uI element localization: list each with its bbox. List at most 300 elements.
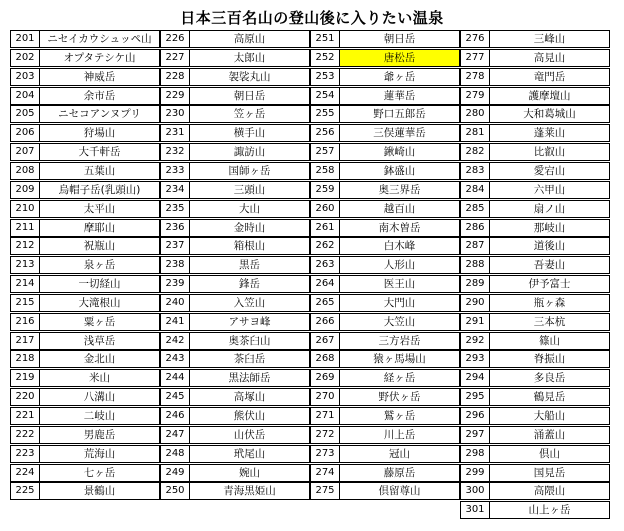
mountain-number: 219 — [11, 370, 40, 386]
table-row — [460, 388, 610, 406]
mountain-name: 粟ヶ岳 — [83, 315, 116, 328]
mountain-number: 262 — [311, 238, 340, 254]
mountain-number: 207 — [11, 144, 40, 160]
mountain-number: 263 — [311, 257, 340, 273]
table-row — [460, 482, 610, 500]
table-row — [160, 219, 310, 237]
table-row — [460, 464, 610, 482]
mountain-name: 野口五郎岳 — [373, 108, 426, 121]
table-row — [310, 200, 460, 218]
table-row — [10, 49, 160, 67]
table-row — [10, 68, 160, 86]
mountain-number: 288 — [461, 257, 490, 273]
mountain-name: アサヨ峰 — [228, 315, 271, 328]
mountain-name: 大門山 — [383, 296, 416, 309]
mountain-number: 206 — [11, 125, 40, 141]
table-row — [310, 350, 460, 368]
mountain-number: 247 — [161, 427, 190, 443]
mountain-number: 232 — [161, 144, 190, 160]
mountain-number: 244 — [161, 370, 190, 386]
table-row — [460, 143, 610, 161]
mountain-name: 山上ヶ岳 — [528, 504, 571, 517]
mountain-name: 冠山 — [389, 447, 410, 460]
mountain-number: 274 — [311, 465, 340, 481]
mountain-name: 朝日岳 — [233, 89, 266, 102]
mountain-number: 283 — [461, 163, 490, 179]
mountain-name: 婉山 — [239, 466, 260, 479]
mountain-name: 七ヶ岳 — [83, 466, 116, 479]
mountain-number: 218 — [11, 351, 40, 367]
mountain-name: 三頭山 — [233, 183, 266, 196]
table-row — [310, 181, 460, 199]
mountain-number: 298 — [461, 446, 490, 462]
table-row — [160, 294, 310, 312]
mountain-number: 212 — [11, 238, 40, 254]
table-row — [10, 464, 160, 482]
mountain-name: 青海黒姫山 — [223, 485, 276, 498]
mountain-number: 213 — [11, 257, 40, 273]
mountain-name: 脊振山 — [533, 353, 566, 366]
mountain-name: 朝日岳 — [383, 33, 416, 45]
table-row — [460, 294, 610, 312]
table-row — [310, 68, 460, 86]
mountain-name: 護摩壇山 — [528, 89, 571, 102]
mountain-name: 蓬莱山 — [533, 127, 566, 140]
mountain-number: 269 — [311, 370, 340, 386]
mountain-name: 竜門岳 — [533, 70, 566, 83]
table-row — [460, 445, 610, 463]
mountain-name: 涌蓋山 — [533, 428, 566, 441]
table-row — [160, 426, 310, 444]
table-row — [460, 313, 610, 331]
table-row — [310, 256, 460, 274]
mountain-number: 286 — [461, 220, 490, 236]
table-row — [460, 30, 610, 48]
mountain-name: 蓮華岳 — [383, 89, 416, 102]
mountain-number: 250 — [161, 483, 190, 499]
mountain-name: 篠山 — [539, 334, 560, 347]
mountain-number: 245 — [161, 389, 190, 405]
mountain-number: 220 — [11, 389, 40, 405]
mountain-number: 290 — [461, 295, 490, 311]
table-row — [460, 49, 610, 67]
mountain-number: 222 — [11, 427, 40, 443]
table-row — [310, 407, 460, 425]
mountain-number: 259 — [311, 182, 340, 198]
mountain-number: 256 — [311, 125, 340, 141]
mountain-number: 264 — [311, 276, 340, 292]
mountain-name: 大千軒岳 — [78, 146, 121, 159]
table-row — [10, 181, 160, 199]
mountain-name: 山伏岳 — [233, 428, 266, 441]
table-row — [460, 237, 610, 255]
mountain-number: 280 — [461, 106, 490, 122]
mountain-name: 金北山 — [83, 353, 116, 366]
mountain-number: 265 — [311, 295, 340, 311]
table-row — [310, 426, 460, 444]
mountain-number: 214 — [11, 276, 40, 292]
mountain-number: 253 — [311, 69, 340, 85]
mountain-number: 270 — [311, 389, 340, 405]
mountain-name: 荒海山 — [83, 447, 116, 460]
mountain-name: 入笠山 — [233, 296, 266, 309]
mountain-name: 那岐山 — [533, 221, 566, 234]
mountain-name: 太平山 — [83, 202, 116, 215]
table-row — [160, 482, 310, 500]
mountain-number: 258 — [311, 163, 340, 179]
mountain-name: 多良岳 — [533, 372, 566, 385]
mountain-name: 大山 — [239, 202, 260, 215]
table-row — [310, 30, 460, 48]
mountain-number: 240 — [161, 295, 190, 311]
mountain-number: 242 — [161, 333, 190, 349]
mountain-number: 227 — [161, 50, 190, 66]
mountain-number: 239 — [161, 276, 190, 292]
mountain-number: 228 — [161, 69, 190, 85]
mountain-number: 287 — [461, 238, 490, 254]
table-row — [160, 105, 310, 123]
table-row — [160, 464, 310, 482]
mountain-name: 浅草岳 — [83, 334, 116, 347]
table-row — [10, 200, 160, 218]
mountain-name: 鋒岳 — [239, 278, 260, 291]
mountain-name: 高塚山 — [233, 391, 266, 404]
mountain-number: 237 — [161, 238, 190, 254]
mountain-name: 六甲山 — [533, 183, 566, 196]
table-row — [10, 426, 160, 444]
table-row — [460, 407, 610, 425]
mountain-name: 野伏ヶ岳 — [378, 391, 421, 404]
mountain-number: 241 — [161, 314, 190, 330]
mountain-name: ニセイカウシュッペ山 — [47, 33, 152, 45]
mountain-number: 277 — [461, 50, 490, 66]
mountain-name: 道後山 — [533, 240, 566, 253]
table-row — [460, 256, 610, 274]
mountain-name: 三方岩岳 — [378, 334, 421, 347]
table-row — [310, 275, 460, 293]
mountain-number: 209 — [11, 182, 40, 198]
table-row — [460, 350, 610, 368]
mountain-name: 八溝山 — [83, 391, 116, 404]
mountain-name: 倶留尊山 — [378, 485, 421, 498]
table-row — [310, 464, 460, 482]
mountain-table — [10, 30, 611, 520]
mountain-number: 205 — [11, 106, 40, 122]
table-row — [10, 105, 160, 123]
table-row — [310, 124, 460, 142]
mountain-number: 252 — [311, 50, 340, 66]
mountain-number: 208 — [11, 163, 40, 179]
table-row — [10, 275, 160, 293]
mountain-number: 204 — [11, 88, 40, 104]
table-row — [310, 143, 460, 161]
mountain-number: 203 — [11, 69, 40, 85]
mountain-number: 231 — [161, 125, 190, 141]
mountain-name: 太郎山 — [233, 51, 266, 64]
mountain-number: 202 — [11, 50, 40, 66]
table-row — [460, 219, 610, 237]
mountain-number: 251 — [311, 31, 340, 47]
mountain-number: 299 — [461, 465, 490, 481]
table-row — [460, 162, 610, 180]
table-row — [10, 482, 160, 500]
table-row — [310, 87, 460, 105]
mountain-number: 276 — [461, 31, 490, 47]
table-row — [160, 350, 310, 368]
table-row — [460, 181, 610, 199]
table-row — [160, 369, 310, 387]
table-row — [460, 124, 610, 142]
mountain-name: 大笠山 — [383, 315, 416, 328]
mountain-name: 黒岳 — [239, 259, 260, 272]
table-row — [460, 501, 610, 519]
mountain-number: 246 — [161, 408, 190, 424]
table-row — [310, 237, 460, 255]
mountain-name: 大和葛城山 — [523, 108, 576, 121]
table-row — [160, 332, 310, 350]
mountain-name: 摩耶山 — [83, 221, 116, 234]
mountain-number: 272 — [311, 427, 340, 443]
mountain-name: 熊伏山 — [233, 410, 266, 422]
table-row — [160, 388, 310, 406]
table-row — [10, 30, 160, 48]
mountain-name: 越百山 — [383, 202, 416, 215]
mountain-name: 三峰山 — [533, 33, 566, 45]
table-row — [460, 87, 610, 105]
mountain-number: 215 — [11, 295, 40, 311]
mountain-name: 吾妻山 — [533, 259, 566, 272]
mountain-name: 二岐山 — [83, 410, 116, 422]
mountain-number: 281 — [461, 125, 490, 141]
table-row — [160, 313, 310, 331]
table-row — [10, 332, 160, 350]
table-row — [310, 445, 460, 463]
mountain-number: 243 — [161, 351, 190, 367]
table-row — [10, 237, 160, 255]
mountain-name: 金時山 — [233, 221, 266, 234]
mountain-number: 223 — [11, 446, 40, 462]
mountain-number: 293 — [461, 351, 490, 367]
mountain-name: 鉢盛山 — [383, 164, 416, 177]
table-row — [310, 332, 460, 350]
mountain-number: 238 — [161, 257, 190, 273]
mountain-name: 大滝根山 — [78, 296, 121, 309]
table-row — [460, 105, 610, 123]
mountain-name: 大船山 — [533, 410, 566, 422]
table-row — [460, 275, 610, 293]
mountain-name: 南木曽岳 — [378, 221, 421, 234]
mountain-name: 一切経山 — [78, 278, 121, 291]
table-row — [10, 407, 160, 425]
mountain-number: 268 — [311, 351, 340, 367]
table-row — [460, 426, 610, 444]
table-row — [10, 350, 160, 368]
mountain-name: 愛宕山 — [533, 164, 566, 177]
mountain-number: 230 — [161, 106, 190, 122]
mountain-name: オプタテシケ山 — [63, 51, 136, 64]
mountain-name: 鍬崎山 — [383, 146, 416, 159]
table-row — [160, 407, 310, 425]
mountain-name: 黒法師岳 — [228, 372, 271, 385]
mountain-number: 279 — [461, 88, 490, 104]
mountain-name: 高隈山 — [533, 485, 566, 498]
mountain-number: 284 — [461, 182, 490, 198]
mountain-name: 藤原岳 — [383, 466, 416, 479]
mountain-name: 瓶ヶ森 — [533, 296, 566, 309]
mountain-number: 300 — [461, 483, 490, 499]
mountain-number: 201 — [11, 31, 40, 47]
mountain-name: 五葉山 — [83, 164, 116, 177]
mountain-name: 高原山 — [233, 33, 266, 45]
mountain-name: 鶴見岳 — [533, 391, 566, 404]
table-row — [10, 87, 160, 105]
table-row — [160, 237, 310, 255]
mountain-number: 271 — [311, 408, 340, 424]
table-row — [10, 219, 160, 237]
mountain-name: 笠ヶ岳 — [233, 108, 266, 121]
mountain-number: 295 — [461, 389, 490, 405]
mountain-name: 袈裟丸山 — [228, 70, 271, 83]
mountain-number: 294 — [461, 370, 490, 386]
mountain-name: 唐松岳 — [340, 50, 459, 66]
mountain-name: 奥三界岳 — [378, 183, 421, 196]
mountain-number: 216 — [11, 314, 40, 330]
table-row — [160, 181, 310, 199]
mountain-name: 祝瓶山 — [83, 240, 116, 253]
table-row — [310, 482, 460, 500]
mountain-name: 国師ヶ岳 — [228, 164, 271, 177]
mountain-number: 254 — [311, 88, 340, 104]
mountain-name: 経ヶ岳 — [383, 372, 416, 385]
mountain-number: 226 — [161, 31, 190, 47]
mountain-number: 211 — [11, 220, 40, 236]
mountain-number: 255 — [311, 106, 340, 122]
mountain-name: 男鹿岳 — [83, 428, 116, 441]
mountain-number: 275 — [311, 483, 340, 499]
table-row — [310, 162, 460, 180]
mountain-name: 諏訪山 — [233, 146, 266, 159]
mountain-number: 236 — [161, 220, 190, 236]
table-row — [160, 68, 310, 86]
mountain-name: 米山 — [89, 372, 110, 385]
mountain-number: 273 — [311, 446, 340, 462]
table-row — [310, 388, 460, 406]
table-row — [460, 369, 610, 387]
mountain-name: 奥茶臼山 — [228, 334, 271, 347]
mountain-name: 玳尾山 — [233, 447, 266, 460]
table-row — [310, 219, 460, 237]
mountain-number: 234 — [161, 182, 190, 198]
mountain-name: 烏帽子岳(乳頭山) — [58, 183, 141, 196]
table-row-highlighted — [310, 49, 460, 67]
mountain-name: 人形山 — [383, 259, 416, 272]
table-row — [10, 388, 160, 406]
mountain-number: 225 — [11, 483, 40, 499]
mountain-name: 狩場山 — [83, 127, 116, 140]
mountain-name: 三本杭 — [533, 315, 566, 328]
mountain-number: 210 — [11, 201, 40, 217]
mountain-number: 260 — [311, 201, 340, 217]
mountain-name: 猿ヶ馬場山 — [373, 353, 426, 366]
mountain-number: 261 — [311, 220, 340, 236]
mountain-number: 292 — [461, 333, 490, 349]
page-title: 日本三百名山の登山後に入りたい温泉 — [180, 9, 444, 27]
mountain-number: 296 — [461, 408, 490, 424]
mountain-number: 291 — [461, 314, 490, 330]
table-row — [160, 200, 310, 218]
table-row — [10, 124, 160, 142]
table-row — [160, 162, 310, 180]
table-row — [310, 294, 460, 312]
table-row — [310, 369, 460, 387]
table-row — [10, 445, 160, 463]
mountain-name: 三俣蓮華岳 — [373, 127, 426, 140]
table-row — [160, 124, 310, 142]
table-row — [160, 143, 310, 161]
mountain-number: 282 — [461, 144, 490, 160]
table-row — [160, 445, 310, 463]
mountain-name: 茶臼岳 — [233, 353, 266, 366]
table-row — [10, 313, 160, 331]
table-row — [460, 68, 610, 86]
mountain-name: 倶山 — [539, 447, 560, 460]
mountain-name: 比叡山 — [533, 146, 566, 159]
mountain-name: 伊予富士 — [528, 278, 571, 291]
mountain-name: 扇ノ山 — [533, 202, 566, 215]
mountain-name: 医王山 — [383, 278, 416, 291]
mountain-name: 国見岳 — [533, 466, 566, 479]
mountain-number: 267 — [311, 333, 340, 349]
mountain-name: 白木峰 — [383, 240, 416, 253]
mountain-name: 鷲ヶ岳 — [383, 410, 416, 422]
mountain-name: 高見山 — [533, 51, 566, 64]
table-row — [10, 162, 160, 180]
mountain-number: 297 — [461, 427, 490, 443]
mountain-number: 278 — [461, 69, 490, 85]
table-row — [10, 294, 160, 312]
table-row — [310, 313, 460, 331]
mountain-name: 景鶴山 — [83, 485, 116, 498]
table-row — [160, 87, 310, 105]
mountain-name: 余市岳 — [83, 89, 116, 102]
table-row — [310, 105, 460, 123]
mountain-number: 224 — [11, 465, 40, 481]
mountain-name: 箱根山 — [233, 240, 266, 253]
table-row — [460, 200, 610, 218]
table-row — [160, 30, 310, 48]
table-row — [160, 275, 310, 293]
mountain-name: 川上岳 — [383, 428, 416, 441]
mountain-number: 249 — [161, 465, 190, 481]
mountain-name: 泉ヶ岳 — [83, 259, 116, 272]
mountain-number: 248 — [161, 446, 190, 462]
table-row — [160, 256, 310, 274]
mountain-number: 229 — [161, 88, 190, 104]
table-row — [160, 49, 310, 67]
mountain-number: 301 — [461, 502, 490, 518]
mountain-number: 285 — [461, 201, 490, 217]
mountain-number: 289 — [461, 276, 490, 292]
table-row — [10, 143, 160, 161]
table-row — [10, 256, 160, 274]
mountain-number: 221 — [11, 408, 40, 424]
mountain-number: 217 — [11, 333, 40, 349]
mountain-name: 神威岳 — [83, 70, 116, 83]
mountain-name: 横手山 — [233, 127, 266, 140]
mountain-name: 爺ヶ岳 — [383, 70, 416, 83]
table-row — [460, 332, 610, 350]
table-row — [10, 369, 160, 387]
